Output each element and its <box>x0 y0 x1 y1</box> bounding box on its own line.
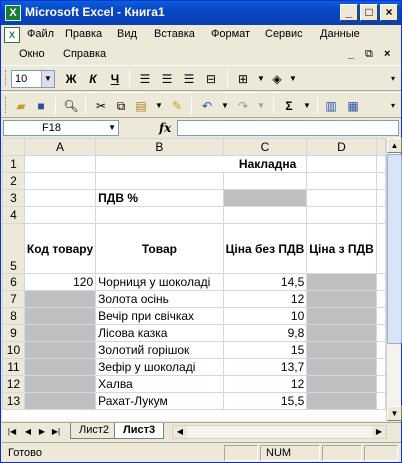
worksheet-table <box>2 138 386 410</box>
drawing-icon[interactable]: ▦ <box>347 99 359 113</box>
doc-restore-icon[interactable]: ⧉ <box>365 48 373 60</box>
cell[interactable] <box>376 359 385 376</box>
toolbar-separator <box>129 70 130 87</box>
cell[interactable] <box>223 207 307 224</box>
italic-button[interactable]: К <box>89 72 97 86</box>
cell-product[interactable]: Золота осінь <box>96 291 224 308</box>
cell-price[interactable]: 15 <box>223 342 307 359</box>
row-header[interactable]: 9 <box>3 325 25 342</box>
excel-app-icon[interactable]: X <box>5 5 21 21</box>
cell-price[interactable]: 12 <box>223 376 307 393</box>
cell-code[interactable] <box>24 308 95 325</box>
chevron-down-icon[interactable]: ▼ <box>155 101 163 110</box>
scroll-right-icon[interactable]: ▶ <box>372 426 386 438</box>
prev-sheet-icon[interactable]: ◀ <box>24 427 32 436</box>
cell-code[interactable] <box>24 325 95 342</box>
menu-bar-row2 <box>1 45 401 66</box>
cell-product[interactable]: Рахат-Лукум <box>96 393 224 410</box>
scroll-up-icon[interactable]: ▲ <box>387 138 402 153</box>
menu-view[interactable]: Вид <box>117 28 137 40</box>
menu-tools[interactable]: Сервис <box>265 28 303 40</box>
cell-code[interactable] <box>24 359 95 376</box>
cell[interactable] <box>376 291 385 308</box>
maximize-button[interactable]: □ <box>360 4 378 21</box>
cell-price[interactable]: 10 <box>223 308 307 325</box>
cell-product[interactable]: Вечір при свічках <box>96 308 224 325</box>
cell[interactable] <box>307 207 377 224</box>
merge-center-icon[interactable]: ⊟ <box>205 72 217 86</box>
align-center-icon[interactable]: ☰ <box>161 72 173 86</box>
cell[interactable] <box>376 173 385 190</box>
menu-file[interactable]: Файл <box>27 28 55 40</box>
cell-product[interactable]: Зефір у шоколаді <box>96 359 224 376</box>
cell-vat-value[interactable] <box>223 190 307 207</box>
doc-close-icon[interactable]: × <box>384 48 391 60</box>
formatting-toolbar <box>1 65 401 91</box>
cell[interactable] <box>376 342 385 359</box>
cell[interactable] <box>96 207 224 224</box>
select-all-corner[interactable] <box>3 139 25 156</box>
menu-help[interactable]: Справка <box>63 48 107 60</box>
status-bar <box>2 442 401 462</box>
menu-edit[interactable]: Правка <box>65 28 103 40</box>
row-header[interactable]: 1 <box>3 156 25 173</box>
cell-price[interactable]: 13,7 <box>223 359 307 376</box>
sheet-tab-active[interactable]: Лист3 <box>114 423 164 439</box>
column-header[interactable]: A <box>24 139 95 156</box>
name-box-value: F18 <box>42 122 61 134</box>
name-box[interactable] <box>3 120 119 136</box>
menu-data[interactable]: Данные <box>320 28 360 40</box>
chevron-down-icon[interactable]: ▼ <box>289 74 297 83</box>
toolbar-separator <box>317 97 318 114</box>
sheet-tabs-bar <box>2 422 401 440</box>
toolbar-grip[interactable] <box>5 97 8 113</box>
last-sheet-icon[interactable]: ▶| <box>51 427 61 436</box>
row-header[interactable]: 12 <box>3 376 25 393</box>
cell[interactable] <box>24 207 95 224</box>
doc-minimize-icon[interactable]: _ <box>348 48 355 60</box>
row-header[interactable]: 3 <box>3 190 25 207</box>
menu-bar <box>1 25 401 46</box>
cell-price-vat[interactable] <box>307 393 377 410</box>
borders-icon[interactable]: ⊞ <box>237 72 249 86</box>
column-header[interactable]: B <box>96 139 224 156</box>
underline-button[interactable]: Ч <box>110 72 120 86</box>
cell-price-vat[interactable] <box>307 325 377 342</box>
print-preview-icon[interactable]: 🔍︎ <box>63 99 79 113</box>
chevron-down-icon[interactable]: ▼ <box>303 101 311 110</box>
cell-vat-label[interactable]: ПДВ % <box>96 190 224 207</box>
row-header[interactable]: 6 <box>3 274 25 291</box>
header-cell-code[interactable]: Код товару <box>24 224 95 274</box>
cell-title[interactable]: Накладна <box>96 156 307 173</box>
cell[interactable] <box>307 190 377 207</box>
row-header[interactable]: 4 <box>3 207 25 224</box>
status-text: Готово <box>8 447 42 459</box>
cell-price-vat[interactable] <box>307 359 377 376</box>
redo-icon[interactable]: ↷ <box>237 99 249 113</box>
cell-product[interactable]: Халва <box>96 376 224 393</box>
cell[interactable] <box>376 190 385 207</box>
menu-window[interactable]: Окно <box>19 48 45 60</box>
cell-price[interactable]: 14,5 <box>223 274 307 291</box>
cell-code[interactable] <box>24 393 95 410</box>
chevron-down-icon[interactable]: ▼ <box>41 71 54 87</box>
close-button[interactable]: × <box>380 4 398 21</box>
vertical-scrollbar[interactable] <box>386 138 401 421</box>
status-panel <box>224 445 258 461</box>
cell[interactable] <box>376 207 385 224</box>
cell[interactable] <box>376 274 385 291</box>
cell-price[interactable]: 15,5 <box>223 393 307 410</box>
autosum-icon[interactable]: Σ <box>285 99 293 113</box>
insert-function-icon[interactable]: fx <box>159 121 172 135</box>
save-icon[interactable]: ■ <box>37 99 45 113</box>
vertical-scroll-thumb[interactable] <box>387 154 402 344</box>
row-header[interactable]: 7 <box>3 291 25 308</box>
scroll-left-icon[interactable]: ◀ <box>173 426 187 438</box>
cell[interactable] <box>24 190 95 207</box>
cell[interactable] <box>307 173 377 190</box>
toolbar-separator <box>85 97 86 114</box>
toolbar-separator <box>273 97 274 114</box>
first-sheet-icon[interactable]: |◀ <box>7 427 17 436</box>
chevron-down-icon[interactable]: ▼ <box>257 74 265 83</box>
undo-icon[interactable]: ↶ <box>201 99 213 113</box>
status-panel <box>364 445 398 461</box>
cell[interactable] <box>376 156 385 173</box>
formula-input[interactable] <box>177 120 399 136</box>
fill-color-icon[interactable]: ◈ <box>272 72 282 86</box>
cell[interactable] <box>376 393 385 410</box>
chart-wizard-icon[interactable]: ▥ <box>325 99 337 113</box>
cell-price[interactable]: 9,8 <box>223 325 307 342</box>
formula-bar <box>1 119 401 137</box>
cell-price-vat[interactable] <box>307 291 377 308</box>
window-title: Microsoft Excel - Книга1 <box>25 5 165 19</box>
cell[interactable] <box>223 173 307 190</box>
scroll-down-icon[interactable]: ▼ <box>387 406 402 421</box>
toolbar-separator <box>227 70 228 87</box>
toolbar-options-icon[interactable]: ▾ <box>390 101 395 110</box>
header-cell-price-vat[interactable]: Ціна з ПДВ <box>307 224 377 274</box>
column-header[interactable] <box>376 139 385 156</box>
cell[interactable] <box>376 376 385 393</box>
cell[interactable] <box>376 325 385 342</box>
cell-code[interactable] <box>24 291 95 308</box>
align-right-icon[interactable]: ☰ <box>183 72 195 86</box>
paste-icon[interactable]: ▤ <box>135 99 147 113</box>
row-header[interactable]: 5 <box>3 224 25 274</box>
horizontal-scrollbar[interactable] <box>172 425 387 439</box>
header-cell-price-no-vat[interactable]: Ціна без ПДВ <box>223 224 307 274</box>
bold-button[interactable]: Ж <box>65 72 77 86</box>
toolbar-separator <box>191 97 192 114</box>
cell[interactable] <box>307 156 377 173</box>
title-bar <box>1 1 401 25</box>
column-header[interactable]: D <box>307 139 377 156</box>
cell-code[interactable]: 120 <box>24 274 95 291</box>
toolbar-separator <box>55 97 56 114</box>
menu-format[interactable]: Формат <box>211 28 251 40</box>
toolbar-grip[interactable] <box>5 70 8 86</box>
toolbar-options-icon[interactable]: ▾ <box>390 74 395 83</box>
chevron-down-icon[interactable]: ▼ <box>257 101 265 110</box>
cell-product[interactable]: Золотий горішок <box>96 342 224 359</box>
chevron-down-icon[interactable]: ▼ <box>221 101 229 110</box>
column-header[interactable]: C <box>223 139 307 156</box>
cell-price-vat[interactable] <box>307 308 377 325</box>
font-size-select[interactable] <box>11 70 55 88</box>
row-header[interactable]: 8 <box>3 308 25 325</box>
header-cell-product[interactable]: Товар <box>96 224 224 274</box>
next-sheet-icon[interactable]: ▶ <box>38 427 46 436</box>
align-left-icon[interactable]: ☰ <box>139 72 151 86</box>
cell-code[interactable] <box>24 376 95 393</box>
cell-price-vat[interactable] <box>307 274 377 291</box>
cell-product[interactable]: Лісова казка <box>96 325 224 342</box>
cell-price[interactable]: 12 <box>223 291 307 308</box>
cell-code[interactable] <box>24 342 95 359</box>
standard-toolbar <box>1 92 401 118</box>
sheet-tab[interactable]: Лист2 <box>70 423 118 439</box>
status-panel <box>322 445 362 461</box>
cut-icon[interactable]: ✂ <box>95 99 107 113</box>
workbook-icon[interactable]: X <box>4 27 20 43</box>
font-size-value: 10 <box>15 73 28 85</box>
copy-icon[interactable]: ⧉ <box>116 99 126 113</box>
cell[interactable] <box>376 224 385 274</box>
cell[interactable] <box>24 173 95 190</box>
cell[interactable] <box>24 156 95 173</box>
cell[interactable] <box>376 308 385 325</box>
row-header[interactable]: 10 <box>3 342 25 359</box>
menu-insert[interactable]: Вставка <box>154 28 195 40</box>
row-header[interactable]: 11 <box>3 359 25 376</box>
cell-product[interactable]: Чорниця у шоколаді <box>96 274 224 291</box>
row-header[interactable]: 2 <box>3 173 25 190</box>
worksheet-grid <box>2 138 386 421</box>
open-folder-icon[interactable]: ▰ <box>16 99 26 113</box>
format-painter-icon[interactable]: ✎ <box>171 99 183 113</box>
row-header[interactable]: 13 <box>3 393 25 410</box>
minimize-button[interactable]: _ <box>340 4 358 21</box>
cell[interactable] <box>96 173 224 190</box>
chevron-down-icon[interactable]: ▼ <box>108 123 116 132</box>
cell-price-vat[interactable] <box>307 376 377 393</box>
cell-price-vat[interactable] <box>307 342 377 359</box>
num-lock-indicator: NUM <box>260 445 320 461</box>
